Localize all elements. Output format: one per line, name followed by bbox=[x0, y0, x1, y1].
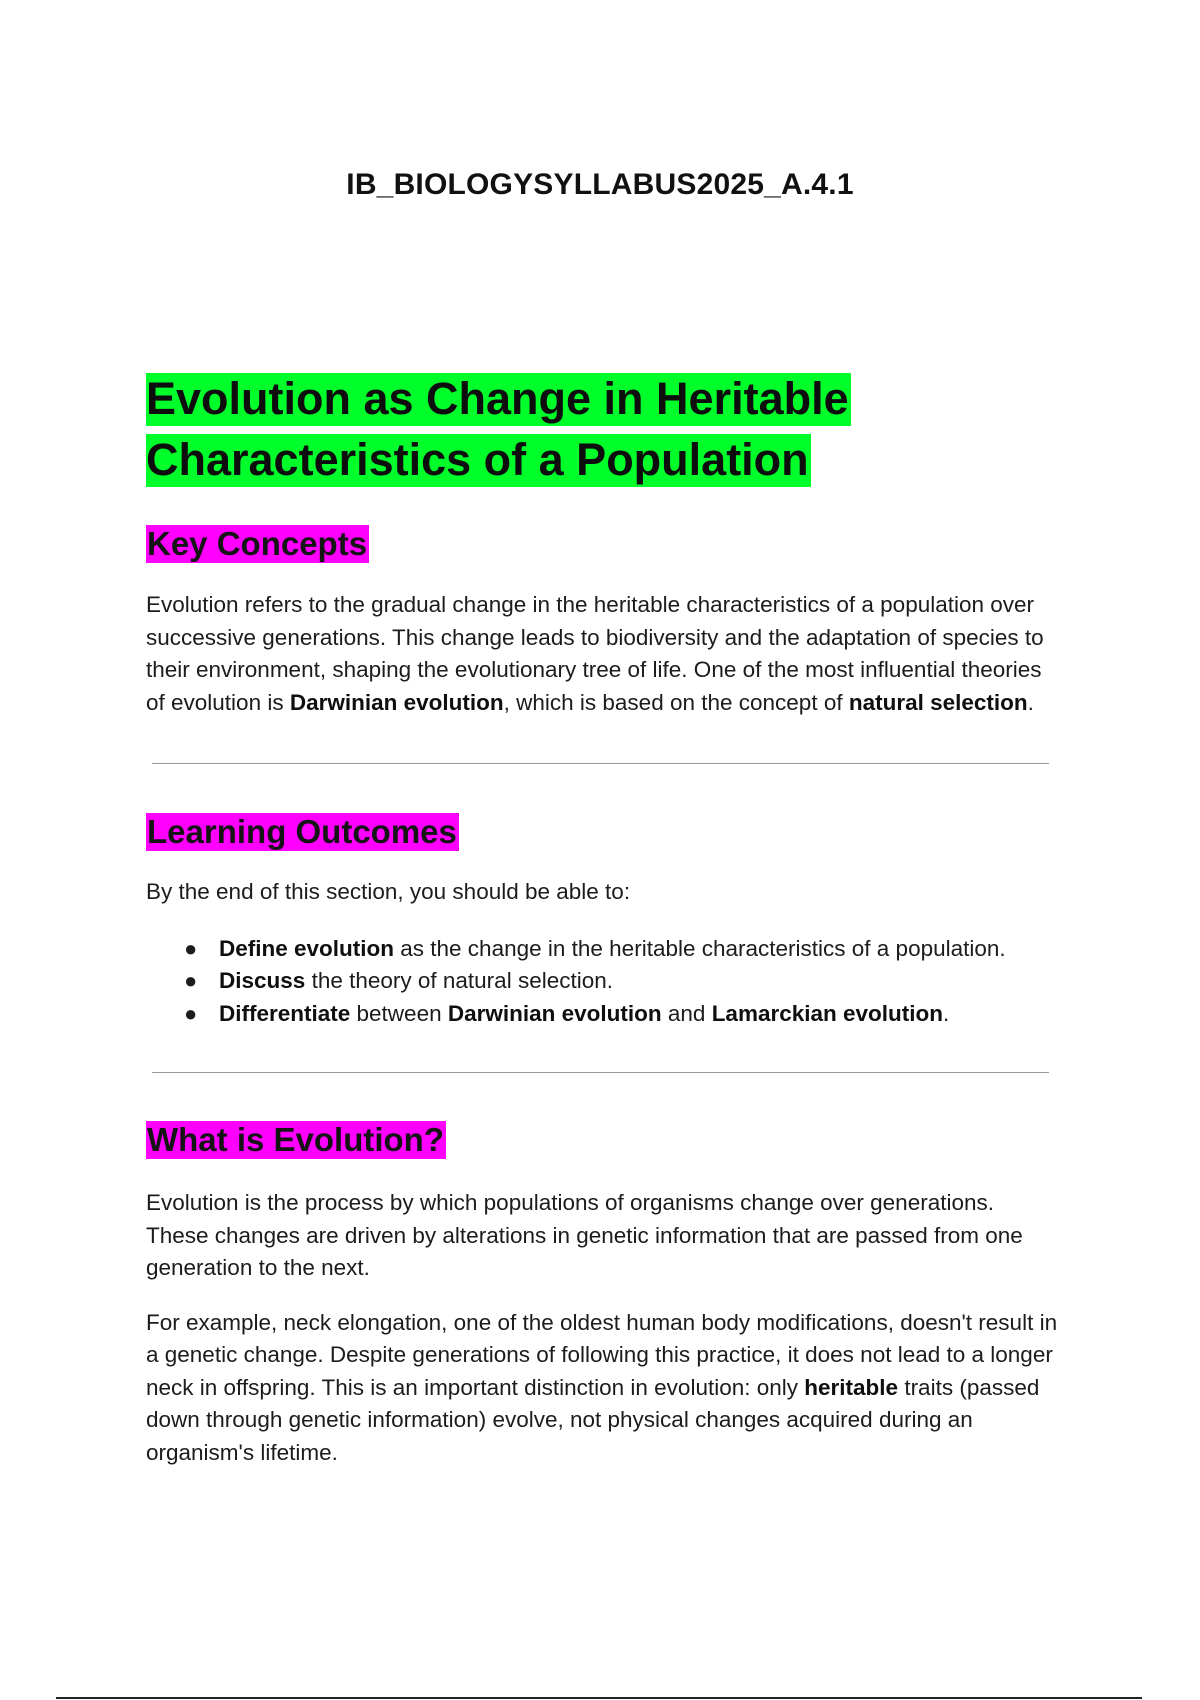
outcome-2-text: the theory of natural selection. bbox=[305, 968, 613, 993]
bullet-icon: ● bbox=[184, 935, 198, 961]
learning-outcomes-intro: By the end of this section, you should be able to: bbox=[146, 879, 631, 904]
we-bold-heritable: heritable bbox=[804, 1374, 899, 1400]
page-footer-rule bbox=[56, 1697, 1142, 1699]
kc-text-1: Evolution refers to the gradual change in the heritable characteristics of a population over successive generations. This change leads to biodiversity and the adaptation of species to their environment, shaping the evolutionary tree of life. One of the most influential theories of evolution is bbox=[146, 592, 1044, 715]
outcome-3-bold-lamarckian: Lamarckian evolution bbox=[711, 1000, 944, 1026]
list-item bbox=[146, 998, 1061, 1031]
title-line-2 bbox=[146, 429, 1061, 490]
section-divider-2 bbox=[152, 1072, 1049, 1073]
kc-bold-natural-selection: natural selection bbox=[848, 689, 1028, 715]
outcome-1-bold: Define evolution bbox=[219, 935, 395, 961]
section-divider-1 bbox=[152, 763, 1049, 764]
learning-outcomes-heading-text: Learning Outcomes bbox=[147, 813, 457, 850]
list-item bbox=[146, 933, 1061, 966]
document-code-header: IB_BIOLOGYSYLLABUS2025_A.4.1 bbox=[346, 168, 854, 201]
kc-bold-darwinian: Darwinian evolution bbox=[289, 689, 504, 715]
we-text-1: For example, neck elongation, one of the oldest human body modifications, doesn't result in a genetic change. Despite generations of following this practice, it does not lead to a longer neck in offspring. This is an important distinction in evolution: only bbox=[146, 1309, 1058, 1400]
kc-text-3: . bbox=[1027, 689, 1034, 715]
outcome-3-bold-darwinian: Darwinian evolution bbox=[447, 1000, 662, 1026]
outcome-2-bold: Discuss bbox=[219, 968, 306, 993]
bullet-icon: ● bbox=[184, 968, 198, 993]
title-line-1 bbox=[146, 368, 1061, 429]
learning-outcomes-list bbox=[146, 933, 1061, 1031]
what-is-evolution-heading bbox=[146, 1120, 1061, 1160]
outcome-3-text-a: between bbox=[350, 1000, 448, 1026]
outcome-3-bold: Differentiate bbox=[219, 1000, 351, 1026]
page-title bbox=[146, 368, 1061, 490]
key-concepts-heading-text: Key Concepts bbox=[147, 525, 368, 562]
title-highlight-2: Characteristics of a Population bbox=[146, 434, 809, 485]
outcome-1-text: as the change in the heritable characteristics of a population. bbox=[394, 935, 1006, 961]
bullet-icon: ● bbox=[184, 1000, 198, 1026]
key-concepts-heading bbox=[146, 524, 1061, 564]
key-concepts-paragraph bbox=[146, 589, 1061, 719]
what-is-evolution-paragraph-1: Evolution is the process by which populations of organisms change over generations. These changes are driven by alterations in genetic information that are passed from one generation to the next. bbox=[146, 1190, 1023, 1280]
list-item bbox=[146, 965, 1061, 998]
kc-text-2: , which is based on the concept of bbox=[503, 689, 849, 715]
what-is-evolution-heading-text: What is Evolution? bbox=[147, 1121, 444, 1158]
learning-outcomes-heading bbox=[146, 812, 1061, 852]
document-content bbox=[146, 368, 1061, 1469]
title-highlight-1: Evolution as Change in Heritable bbox=[146, 373, 849, 424]
what-is-evolution-paragraph-2 bbox=[146, 1307, 1061, 1470]
outcome-3-text-c: . bbox=[943, 1000, 950, 1026]
outcome-3-text-b: and bbox=[661, 1000, 712, 1026]
we-text-2: traits (passed down through genetic information) evolve, not physical changes acquired during an organism's lifetime. bbox=[146, 1374, 1040, 1465]
